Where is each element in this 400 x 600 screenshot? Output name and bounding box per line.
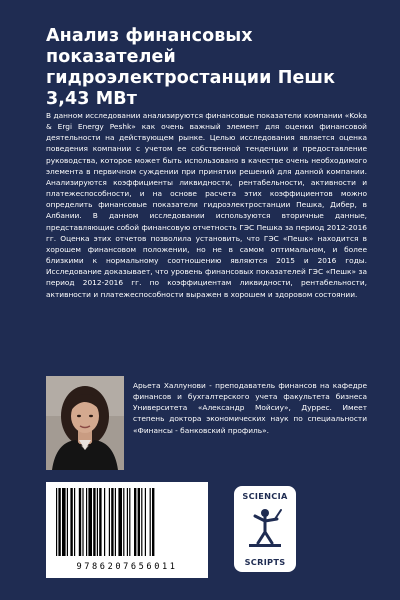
scientist-figure-icon: [247, 506, 283, 552]
publisher-logo: [234, 486, 296, 572]
publisher-logo-bottom-text: SCRIPTS: [244, 557, 286, 567]
barcode-bars: [46, 482, 208, 562]
isbn-number: 9786207656011: [76, 562, 178, 572]
barcode: [46, 482, 208, 578]
author-photo: [46, 376, 124, 470]
author-bio: Арьета Халлунови - преподаватель финансов на кафедре финансов и бухгалтерского учета факультета бизнеса Университета «Александр Мойсиу», Дуррес. Имеет степень доктора экономических наук по специальности «Финансы - банковский профиль».: [133, 381, 367, 435]
publisher-logo-top-text: SCIENCIA: [242, 491, 288, 501]
book-title: Анализ финансовых показателей гидроэлектростанции Пешк 3,43 МВт: [46, 26, 336, 109]
book-description: В данном исследовании анализируются финансовые показатели компании «Koka & Ergi Energy Peshk» как очень важный элемент для оценки финансовой деятельности на действующем рынке. Целью исследования является оценка поведения компании с учетом ее собственной тенденции и предоставление руководства, которое может быть использовано в качестве очень необходимого элемента в первичном суждении при принятии решений для данной компании. Анализируются коэффициенты ликвидности, рентабельности, активности и платежеспособности, и на основе расчета этих коэффициентов можно определить финансовые показатели гидроэлектростанции Пешка, Дибер, в Албании. В данном исследовании используются вторичные данные, представляющие собой финансовую отчетность ГЭС Пешка за период 2012-2016 гг. Оценка этих отчетов позволила установить, что ГЭС «Пешк» находится в хорошем финансовом положении, но не в самом оптимальном, и более близкими к нормальному соотношению являются 2015 и 2016 годы. Исследование доказывает, что уровень финансовых показателей ГЭС «Пешк» за период 2012-2016 гг. по коэффициентам ликвидности, рентабельности, активности и платежеспособности выражен в хорошем и здоровом состоянии.: [46, 111, 367, 299]
